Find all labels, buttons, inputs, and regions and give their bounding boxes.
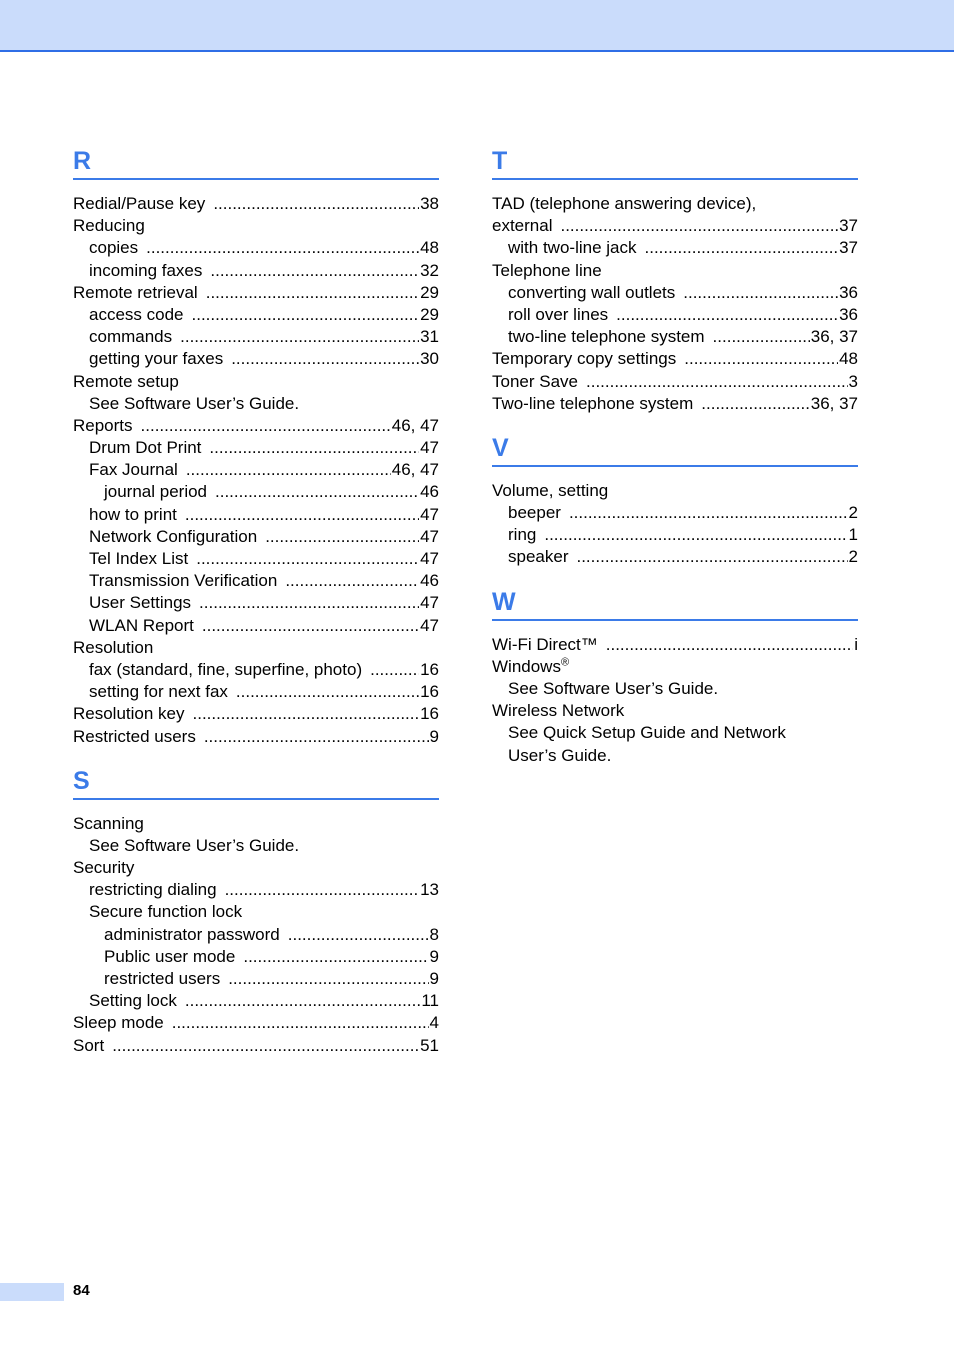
dot-leader — [713, 326, 810, 348]
entry-term: roll over lines — [508, 304, 609, 324]
entry-page-ref: 38 — [420, 194, 439, 213]
entry-term: incoming faxes — [89, 260, 203, 280]
entry-term: restricting dialing — [89, 880, 217, 900]
index-entry — [492, 480, 858, 502]
entry-term: Fax Journal — [89, 460, 178, 480]
index-entry — [492, 722, 858, 744]
entry-term: fax (standard, fine, superfine, photo) — [89, 659, 363, 679]
entry-term: Sort — [73, 1035, 105, 1055]
dot-leader — [196, 548, 419, 570]
dot-leader — [285, 570, 419, 592]
entry-term: See Software User’s Guide. — [89, 835, 300, 855]
entry-page-ref: 11 — [421, 991, 439, 1011]
entry-term: Volume, setting — [492, 480, 609, 500]
entry-page-ref: 46 — [420, 571, 439, 591]
entry-term: restricted users — [104, 969, 221, 988]
entry-page-ref: 1 — [848, 525, 858, 545]
dot-leader — [231, 348, 419, 370]
index-entry — [73, 415, 439, 437]
index-entry — [73, 681, 439, 703]
index-entry — [73, 437, 439, 459]
entry-page-ref: 3 — [848, 371, 858, 391]
dot-leader — [192, 304, 420, 326]
index-entry — [492, 371, 858, 393]
entry-term: Reports — [73, 415, 133, 435]
index-entry — [492, 326, 858, 348]
section-heading-v: V — [492, 427, 858, 467]
entry-page-ref: 9 — [429, 969, 439, 988]
index-entry — [73, 570, 439, 592]
index-entry — [73, 946, 439, 968]
section-spacer — [492, 415, 858, 427]
entry-page-ref: 51 — [420, 1035, 439, 1055]
entry-page-ref: 48 — [839, 349, 858, 369]
index-entry — [73, 237, 439, 259]
index-entry — [492, 502, 858, 524]
index-entry — [492, 215, 858, 237]
entry-term: copies — [89, 238, 139, 258]
section-spacer — [73, 748, 439, 760]
entry-page-ref: 16 — [420, 682, 439, 702]
dot-leader — [225, 879, 420, 901]
index-entry — [73, 326, 439, 348]
entry-term: Windows — [492, 656, 561, 676]
dot-leader — [645, 237, 839, 259]
dot-leader — [193, 703, 420, 725]
entry-term: setting for next fax — [89, 682, 228, 702]
dot-leader — [185, 990, 420, 1012]
entry-page-ref: 47 — [420, 504, 439, 524]
entry-page-ref: 37 — [839, 216, 858, 236]
dot-leader — [210, 260, 419, 282]
entry-page-ref: 46 — [420, 482, 439, 502]
dot-leader — [146, 237, 419, 259]
index-entry — [73, 835, 439, 857]
entry-term: Telephone line — [492, 260, 602, 280]
entry-term: WLAN Report — [89, 615, 194, 635]
section-spacer — [492, 569, 858, 581]
dot-leader — [215, 481, 419, 503]
section-heading-t: T — [492, 140, 858, 180]
entry-page-ref: 29 — [420, 282, 439, 302]
dot-leader — [544, 524, 847, 546]
header-band — [0, 0, 954, 52]
entry-term: Public user mode — [104, 946, 236, 966]
dot-leader — [228, 968, 428, 990]
index-entry — [73, 504, 439, 526]
index-entry — [492, 237, 858, 259]
entry-page-ref: 2 — [848, 547, 858, 567]
index-entry — [492, 656, 858, 678]
entry-term: Secure function lock — [89, 902, 243, 922]
index-entry — [73, 703, 439, 725]
index-entry — [73, 637, 439, 659]
index-entry — [73, 215, 439, 237]
entry-term: journal period — [104, 482, 208, 502]
index-column-right — [492, 140, 858, 767]
index-entry — [492, 634, 858, 656]
index-entry — [73, 371, 439, 393]
index-entry — [73, 879, 439, 901]
section-heading-r: R — [73, 140, 439, 180]
entry-term: external — [492, 216, 553, 236]
dot-leader — [204, 726, 429, 748]
index-entry — [492, 282, 858, 304]
index-entry — [73, 282, 439, 304]
dot-leader — [112, 1035, 419, 1057]
index-entry — [492, 304, 858, 326]
dot-leader — [576, 546, 847, 568]
entry-term: converting wall outlets — [508, 282, 676, 302]
entry-term: Reducing — [73, 216, 145, 236]
entry-term: Temporary copy settings — [492, 349, 677, 369]
entry-page-ref: 48 — [420, 238, 439, 258]
entry-page-ref: 13 — [420, 880, 439, 900]
dot-leader — [185, 504, 419, 526]
entry-page-ref: 4 — [429, 1013, 439, 1033]
entry-term: beeper — [508, 503, 561, 523]
entry-term: User’s Guide. — [508, 745, 612, 765]
entry-term: Scanning — [73, 813, 144, 833]
entry-term: Sleep mode — [73, 1013, 164, 1033]
entry-page-ref: 46, 47 — [391, 415, 439, 435]
dot-leader — [206, 282, 419, 304]
dot-leader — [586, 371, 848, 393]
dot-leader — [265, 526, 419, 548]
index-entry — [73, 813, 439, 835]
entry-page-ref: i — [854, 634, 858, 654]
entry-page-ref: 31 — [420, 327, 439, 347]
entry-term: Wi-Fi Direct™ — [492, 634, 598, 654]
dot-leader — [199, 592, 419, 614]
entry-page-ref: 30 — [420, 349, 439, 369]
dot-leader — [180, 326, 419, 348]
index-entry — [492, 260, 858, 282]
index-entry — [73, 1012, 439, 1034]
index-entry — [492, 524, 858, 546]
index-entry — [492, 348, 858, 370]
index-entry — [73, 348, 439, 370]
index-entry — [73, 481, 439, 503]
index-column-left — [73, 140, 439, 1057]
entry-term: with two-line jack — [508, 238, 637, 258]
entry-term: User Settings — [89, 593, 192, 613]
dot-leader — [683, 282, 838, 304]
entry-page-ref: 36, 37 — [810, 393, 858, 413]
entry-page-ref: 36 — [839, 304, 858, 324]
entry-term: speaker — [508, 547, 569, 567]
index-entry — [73, 459, 439, 481]
entry-term: See Software User’s Guide. — [89, 393, 300, 413]
dot-leader — [236, 681, 419, 703]
entry-term: ring — [508, 525, 537, 545]
dot-leader — [243, 946, 428, 968]
entry-term: TAD (telephone answering device), — [492, 194, 757, 213]
footer-band — [0, 1283, 64, 1301]
index-entry — [73, 592, 439, 614]
entry-term: access code — [89, 304, 184, 324]
entry-term: Tel Index List — [89, 549, 189, 568]
index-entry — [73, 393, 439, 415]
entry-page-ref: 9 — [429, 946, 439, 966]
index-entry — [73, 260, 439, 282]
index-entry — [73, 615, 439, 637]
entry-page-ref: 47 — [420, 438, 439, 458]
entry-page-ref: 47 — [420, 615, 439, 635]
index-entry — [492, 678, 858, 700]
index-entry — [73, 990, 439, 1012]
entry-page-ref: 8 — [429, 924, 439, 944]
entry-term: Remote setup — [73, 371, 179, 391]
page-number: 84 — [73, 1282, 90, 1299]
entry-term: Security — [73, 858, 135, 878]
entry-page-ref: 29 — [420, 304, 439, 324]
entry-term: Wireless Network — [492, 701, 625, 721]
index-entry — [492, 745, 858, 767]
index-entry — [73, 726, 439, 748]
entry-page-ref: 36, 37 — [810, 327, 858, 347]
dot-leader — [186, 459, 391, 481]
index-entry — [492, 393, 858, 415]
entry-term: getting your faxes — [89, 349, 224, 369]
entry-term: See Software User’s Guide. — [508, 679, 719, 698]
index-entry — [73, 924, 439, 946]
entry-page-ref: 16 — [420, 659, 439, 679]
index-entry — [73, 526, 439, 548]
dot-leader — [560, 215, 838, 237]
entry-term: Remote retrieval — [73, 282, 198, 302]
entry-term: two-line telephone system — [508, 327, 705, 347]
index-entry — [73, 901, 439, 923]
index-entry — [492, 193, 858, 215]
entry-term: Resolution key — [73, 704, 185, 724]
entry-term: Two-line telephone system — [492, 393, 694, 413]
dot-leader — [202, 615, 419, 637]
dot-leader — [684, 348, 838, 370]
dot-leader — [606, 634, 853, 656]
dot-leader — [209, 437, 419, 459]
dot-leader — [616, 304, 838, 326]
entry-term: how to print — [89, 504, 177, 524]
section-heading-w: W — [492, 581, 858, 621]
index-entry — [73, 968, 439, 990]
entry-page-ref: 47 — [420, 549, 439, 568]
entry-term: administrator password — [104, 924, 280, 944]
dot-leader — [141, 415, 391, 437]
entry-term: Setting lock — [89, 991, 177, 1011]
index-entry — [492, 700, 858, 722]
entry-page-ref: 37 — [839, 238, 858, 258]
section-heading-s: S — [73, 760, 439, 800]
entry-term: Transmission Verification — [89, 571, 278, 591]
entry-term: Network Configuration — [89, 526, 258, 546]
entry-term: Resolution — [73, 637, 154, 657]
dot-leader — [370, 659, 419, 681]
entry-term: Drum Dot Print — [89, 438, 202, 458]
dot-leader — [569, 502, 848, 524]
entry-page-ref: 36 — [839, 282, 858, 302]
entry-page-ref: 47 — [420, 526, 439, 546]
dot-leader — [288, 924, 429, 946]
dot-leader — [213, 193, 419, 215]
index-entry — [73, 304, 439, 326]
index-entry — [73, 193, 439, 215]
entry-page-ref: 32 — [420, 260, 439, 280]
entry-term: Restricted users — [73, 726, 196, 746]
index-entry — [73, 659, 439, 681]
entry-term: Toner Save — [492, 371, 578, 391]
entry-page-ref: 2 — [848, 503, 858, 523]
index-entry — [73, 548, 439, 570]
entry-page-ref: 9 — [429, 726, 439, 746]
entry-page-ref: 46, 47 — [391, 460, 439, 480]
entry-term: commands — [89, 327, 173, 347]
dot-leader — [701, 393, 809, 415]
entry-term: See Quick Setup Guide and Network — [508, 723, 786, 743]
index-entry — [73, 1035, 439, 1057]
index-entry — [73, 857, 439, 879]
entry-page-ref: 16 — [420, 704, 439, 724]
dot-leader — [172, 1012, 429, 1034]
index-entry — [492, 546, 858, 568]
entry-term: Redial/Pause key — [73, 194, 206, 213]
entry-page-ref: 47 — [420, 593, 439, 613]
registered-mark: ® — [560, 656, 570, 669]
